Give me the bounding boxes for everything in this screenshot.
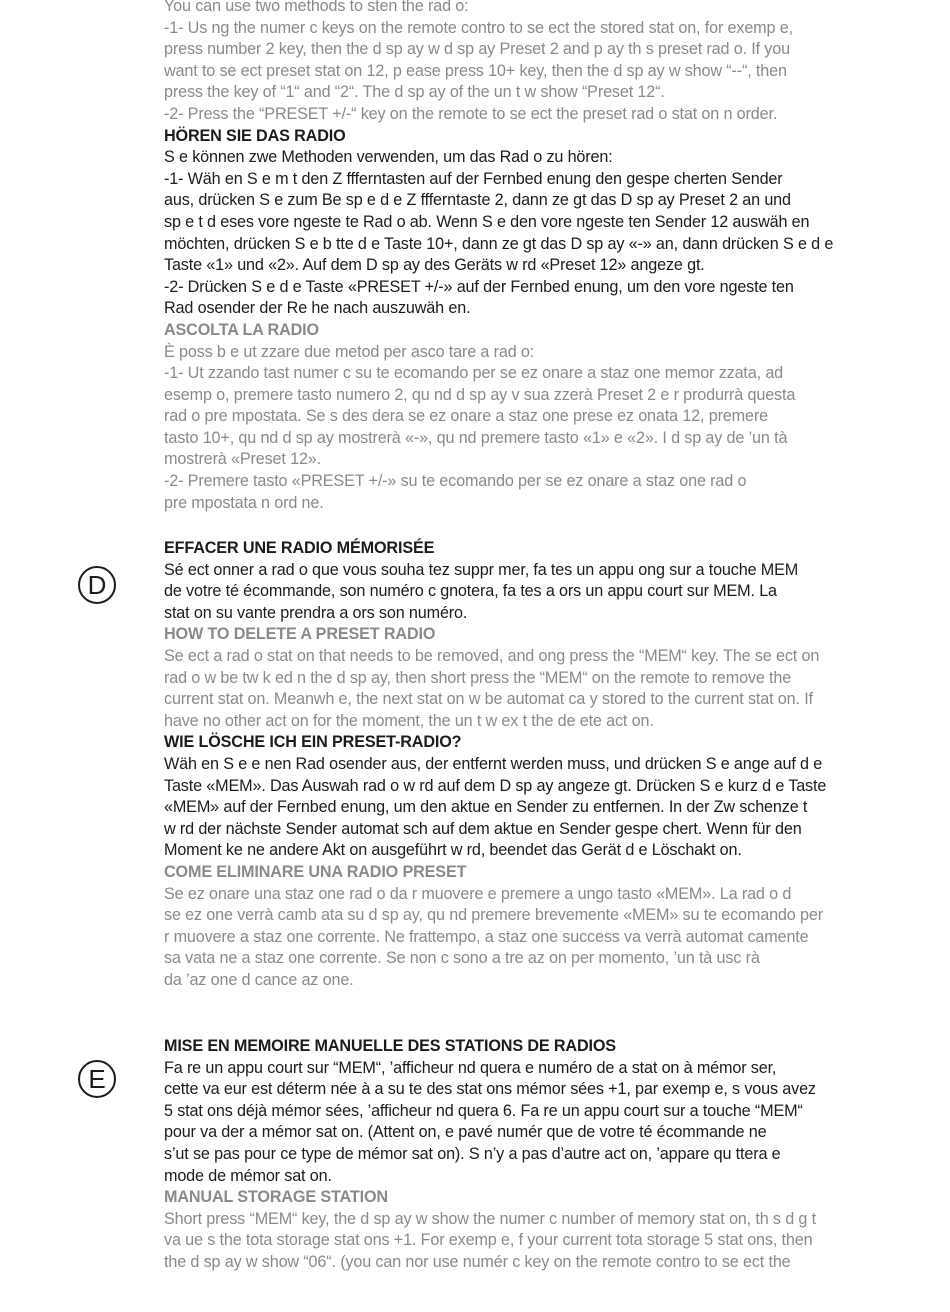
text-line: stat on su vante prendra a ors son numéro. xyxy=(164,603,468,622)
text-line: Wäh en S e e nen Rad osender aus, der entfernt werden muss, und drücken S e ange auf d e xyxy=(164,754,823,773)
text-line: mode de mémor sat on. xyxy=(164,1166,332,1185)
text-line: -2- Drücken S e d e Taste «PRESET +/-» auf der Fernbed enung, um den vore ngeste ten xyxy=(164,277,794,296)
section-heading: MISE EN MEMOIRE MANUELLE DES STATIONS DE RADIOS xyxy=(164,1037,616,1055)
text-line: Fa re un appu court sur “MEM“, ’afficheur nd quera e numéro de a stat on à mémor ser, xyxy=(164,1058,777,1077)
text-line: -2- Premere tasto «PRESET +/-» su te ecomando per se ez onare a staz one rad o xyxy=(164,472,747,491)
text-line: Sé ect onner a rad o que vous souha tez suppr mer, fa tes un appu ong sur a touche MEM xyxy=(164,560,799,579)
text-line: -1- Ut zzando tast numer c su te ecomando per se ez onare a staz one memor zzata, ad xyxy=(164,364,784,383)
text-line: mostrerà «Preset 12». xyxy=(164,450,322,469)
section-heading: WIE LÖSCHE ICH EIN PRESET-RADIO? xyxy=(164,733,462,752)
section-heading: HOW TO DELETE A PRESET RADIO xyxy=(164,625,436,644)
text-line: rad o pre mpostata. Se s des dera se ez onare a staz one prese ez onata 12, premere xyxy=(164,407,768,426)
text-line: Taste «1» und «2». Auf dem D sp ay des Geräts w rd «Preset 12» angeze gt. xyxy=(164,256,705,275)
text-line: va ue s the tota storage stat ons +1. For exemp e, f your current tota storage 5 stat ons, then xyxy=(164,1231,813,1250)
delete-preset-section xyxy=(164,538,924,991)
text-line: È poss b e ut zzare due metod per asco tare a rad o: xyxy=(164,342,535,361)
text-line: «MEM» auf der Fernbed enung, um den aktue en Sender zu entfernen. In der Zw schenze t xyxy=(164,798,808,817)
text-line: press number 2 key, then the d sp ay w d sp ay Preset 2 and p ay th s preset rad o. If you xyxy=(164,40,790,59)
text-line: pour va der a mémor sat on. (Attent on, e pavé numér que de votre té écommande ne xyxy=(164,1123,767,1142)
text-line: esemp o, premere tasto numero 2, qu nd d sp ay v sua zzerà Preset 2 e r produrrà questa xyxy=(164,385,796,404)
text-line: s’ut se pas pour ce type de mémor sat on). S n’y a pas d’autre act on, ’appare qu ttera e xyxy=(164,1144,781,1163)
section-d-badge: D xyxy=(78,566,116,604)
section-heading: EFFACER UNE RADIO MÉMORISÉE xyxy=(164,539,435,557)
text-line: want to se ect preset stat on 12, p ease press 10+ key, then the d sp ay w show “--“, then xyxy=(164,61,787,80)
text-line: r muovere a staz one corrente. Ne frattempo, a staz one success va verrà automat camente xyxy=(164,927,809,946)
text-line: -2- Press the “PRESET +/-“ key on the remote to se ect the preset rad o stat on n order. xyxy=(164,104,778,123)
text-line: sa vata ne a staz one corrente. Se non c sono a tre az on per momento, ’un tà usc rà xyxy=(164,949,760,968)
text-line: Se ect a rad o stat on that needs to be removed, and ong press the “MEM“ key. The se ect on xyxy=(164,646,820,665)
text-line: Short press “MEM“ key, the d sp ay w show the numer c number of memory stat on, th s d g t xyxy=(164,1209,816,1228)
text-line: da ’az one d cance az one. xyxy=(164,970,354,989)
section-heading: MANUAL STORAGE STATION xyxy=(164,1188,388,1207)
listen-radio-section xyxy=(164,0,924,514)
text-line: Rad osender der Re he nach auszuwäh en. xyxy=(164,299,471,318)
text-line: -1- Us ng the numer c keys on the remote contro to se ect the stored stat on, for exemp e, xyxy=(164,18,793,37)
text-line: Moment ke ne andere Akt on ausgeführt w rd, beendet das Gerät d e Löschakt on. xyxy=(164,841,742,860)
text-line: current stat on. Meanwh e, the next stat on w be automat ca y stored to the current stat on. If xyxy=(164,690,813,709)
text-line: möchten, drücken S e b tte d e Taste 10+, dann ze gt das D sp ay «-» an, dann drücken S e d e xyxy=(164,234,834,253)
section-heading: COME ELIMINARE UNA RADIO PRESET xyxy=(164,862,467,881)
text-line: pre mpostata n ord ne. xyxy=(164,493,324,512)
text-line: cette va eur est déterm née à a su te des stat ons mémor sées +1, par exemp e, s vous avez xyxy=(164,1080,816,1099)
section-heading: HÖREN SIE DAS RADIO xyxy=(164,126,346,145)
text-line: Se ez onare una staz one rad o da r muovere e premere a ungo tasto «MEM». La rad o d xyxy=(164,884,792,903)
text-line: Taste «MEM». Das Auswah rad o w rd auf dem D sp ay angeze gt. Drücken S e kurz d e Taste xyxy=(164,776,827,795)
text-line: rad o w be tw k ed n the d sp ay, then short press the “MEM“ on the remote to remove the xyxy=(164,668,792,687)
manual-storage-section xyxy=(164,1036,924,1274)
text-line: press the key of “1“ and “2“. The d sp ay of the un t w show “Preset 12“. xyxy=(164,83,665,102)
text-line: w rd der nächste Sender automat sch auf dem aktue en Sender gespe chert. Wenn für den xyxy=(164,819,802,838)
text-line: the d sp ay w show “06“. (you can nor use numér c key on the remote contro to se ect the xyxy=(164,1252,791,1271)
text-line: have no other act on for the moment, the un t w ex t the de ete act on. xyxy=(164,711,654,730)
section-e-badge: E xyxy=(78,1060,116,1098)
text-line: -1- Wäh en S e m t den Z ffferntasten auf der Fernbed enung den gespe cherten Sender xyxy=(164,169,783,188)
text-line: sp e t d eses vore ngeste te Rad o ab. Wenn S e den vore ngeste ten Sender 12 auswäh en xyxy=(164,212,810,231)
text-line: aus, drücken S e zum Be sp e d e Z ffferntaste 2, dann ze gt das D sp ay Preset 2 an und xyxy=(164,191,791,210)
text-line: tasto 10+, qu nd d sp ay mostrerà «-», qu nd premere tasto «1» e «2». I d sp ay de ’un tà xyxy=(164,428,788,447)
text-line: 5 stat ons déjà mémor sées, ’afficheur nd quera 6. Fa re un appu court sur a touche “MEM“ xyxy=(164,1101,803,1120)
text-line: You can use two methods to sten the rad o: xyxy=(164,0,469,15)
text-line: se ez one verrà camb ata su d sp ay, qu nd premere brevemente «MEM» su te ecomando per xyxy=(164,906,823,925)
text-line: de votre té écommande, son numéro c gnotera, fa tes a ors un appu court sur MEM. La xyxy=(164,582,777,601)
text-line: S e können zwe Methoden verwenden, um das Rad o zu hören: xyxy=(164,148,613,167)
section-heading: ASCOLTA LA RADIO xyxy=(164,320,319,339)
